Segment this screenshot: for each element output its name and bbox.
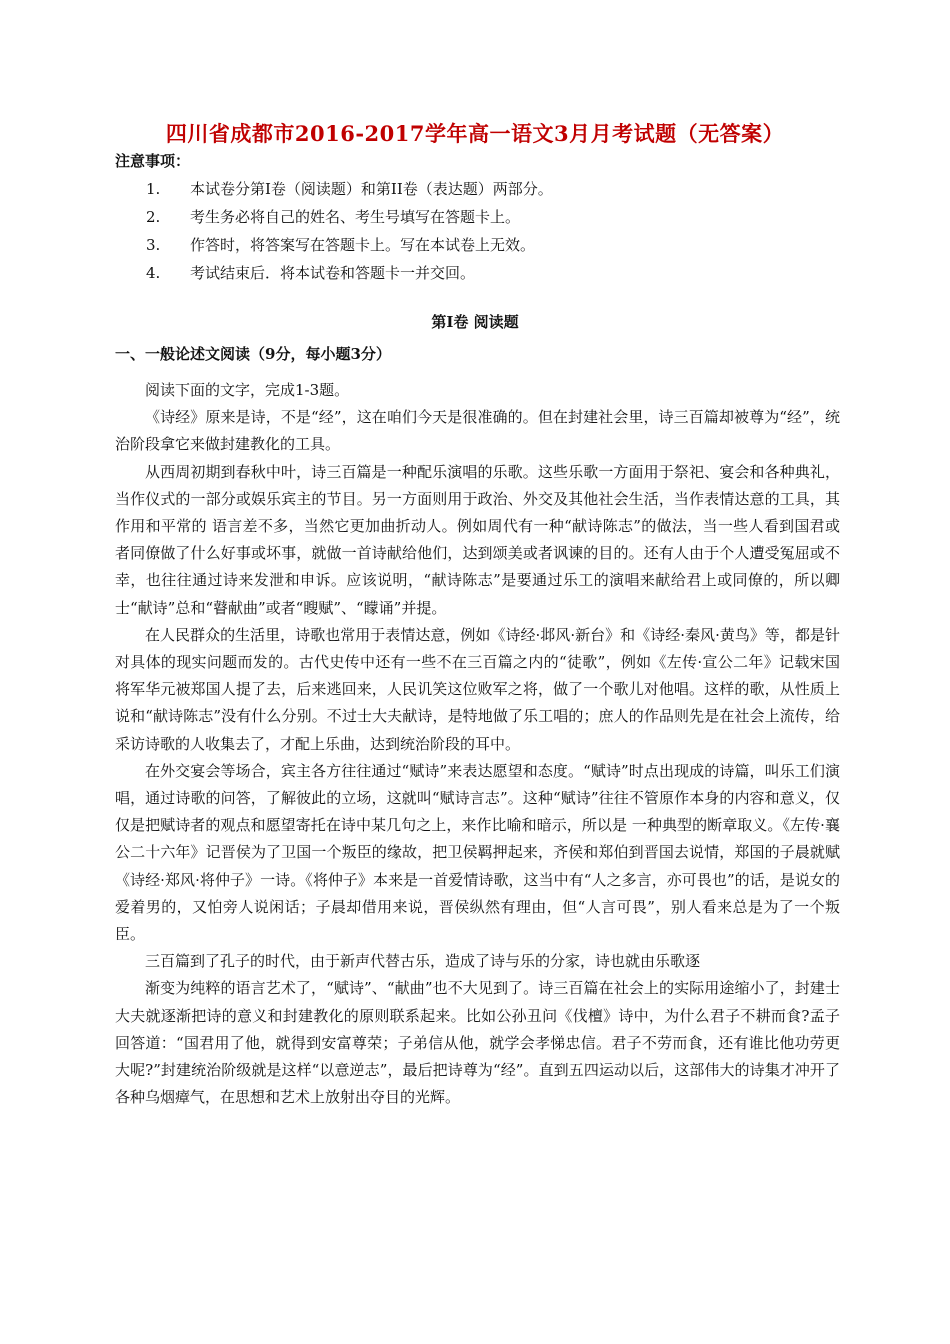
paragraph: 在外交宴会等场合，宾主各方往往通过“赋诗”来表达愿望和态度。“赋诗”时点出现成的诗篇，叫乐工们演唱，通过诗歌的问答，了解彼此的立场，这就叫“赋诗言志”。这种“赋诗”往往不管原作本身的内容和意义，仅仅是把赋诗者的观点和愿望寄托在诗中某几句之上，来作比喻和暗示，所以是 一种典型的断章取义。《左传·襄公二十六年》记晋侯为了卫国一个叛臣的缘故，把卫侯羁押起来，齐侯和郑伯到晋国去说情，郑国的子晨就赋《诗经·郑风·将仲子》一诗。《将仲子》本来是一首爱情诗歌，这当中有“人之多言，亦可畏也”的话，是说女的爱着男的，又怕旁人说闲话；子晨却借用来说，晋侯纵然有理由，但“人言可畏”，别人看来总是为了一个叛臣。 bbox=[115, 761, 840, 944]
notice-item bbox=[0, 259, 950, 287]
notice-item-text: 本试卷分第Ⅰ卷（阅读题）和第II卷（表达题）两部分。 bbox=[190, 180, 553, 198]
paragraph: 三百篇到了孔子的时代，由于新声代替古乐，造成了诗与乐的分家，诗也就由乐歌逐 bbox=[145, 952, 701, 971]
notice-item-number: 4. bbox=[146, 264, 161, 282]
document-title: 四川省成都市2016-2017学年高一语文3月月考试题（无答案） bbox=[165, 121, 785, 146]
notice-item-text: 考试结束后．将本试卷和答题卡一并交回。 bbox=[190, 264, 476, 282]
notice-item bbox=[0, 203, 950, 231]
paragraph: 《诗经》原来是诗，不是“经”，这在咱们今天是很准确的。但在封建社会里，诗三百篇却被尊为“经”，统治阶段拿它来做封建教化的工具。 bbox=[115, 408, 840, 454]
notice-item-text: 考生务必将自己的姓名、考生号填写在答题卡上。 bbox=[190, 208, 521, 226]
notice-heading: 注意事项： bbox=[115, 152, 191, 170]
section-title: 第Ⅰ卷 阅读题 bbox=[431, 313, 519, 331]
paragraph: 阅读下面的文字，完成1-3题。 bbox=[145, 381, 350, 399]
notice-item-text: 作答时，将答案写在答题卡上。写在本试卷上无效。 bbox=[190, 236, 536, 254]
notice-list bbox=[0, 175, 950, 287]
notice-item bbox=[0, 231, 950, 259]
notice-item-number: 1. bbox=[146, 180, 161, 198]
notice-item bbox=[0, 175, 950, 203]
notice-item-number: 3. bbox=[146, 236, 161, 254]
part-heading: 一、一般论述文阅读（9分，每小题3分） bbox=[115, 345, 391, 363]
notice-item-number: 2. bbox=[146, 208, 161, 226]
paragraph: 渐变为纯粹的语言艺术了，“赋诗”、“献曲”也不大见到了。诗三百篇在社会上的实际用途缩小了，封建士大夫就逐渐把诗的意义和封建教化的原则联系起来。比如公孙丑问《伐檀》诗中，为什么君子不耕而食?孟子回答道：“国君用了他，就得到安富尊荣；子弟信从他，就学会孝悌忠信。君子不劳而食，还有谁比他功劳更大呢?”封建统治阶级就是这样“以意逆志”，最后把诗尊为“经”。直到五四运动以后，这部伟大的诗集才冲开了各种乌烟瘴气，在思想和艺术上放射出夺目的光辉。 bbox=[115, 979, 840, 1107]
reading-passage bbox=[115, 377, 840, 1111]
paragraph: 在人民群众的生活里，诗歌也常用于表情达意，例如《诗经·邶风·新台》和《诗经·秦风·黄鸟》等，都是针对具体的现实问题而发的。古代史传中还有一些不在三百篇之内的“徒歌”，例如《左传·宣公二年》记载宋国将军华元被郑国人提了去，后来逃回来，人民讥笑这位败军之将，做了一个歌儿对他唱。这样的歌，从性质上说和“献诗陈志”没有什么分别。不过士大夫献诗，是特地做了乐工唱的；庶人的作品则先是在社会上流传，给采访诗歌的人收集去了，才配上乐曲，达到统治阶段的耳中。 bbox=[115, 625, 840, 753]
paragraph: 从西周初期到春秋中叶，诗三百篇是一种配乐演唱的乐歌。这些乐歌一方面用于祭祀、宴会和各种典礼，当作仪式的一部分或娱乐宾主的节目。另一方面则用于政治、外交及其他社会生活，当作表情达意的工具，其作用和平常的 语言差不多，当然它更加曲折动人。例如周代有一种“献诗陈志”的做法，当一些人看到国君或者同僚做了什么好事或坏事，就做一首诗献给他们，达到颂美或者讽谏的目的。还有人由于个人遭受冤屈或不幸，也往往通过诗来发泄和申诉。应该说明，“献诗陈志”是要通过乐工的演唱来献给君上或同僚的，所以卿士“献诗”总和“瞽献曲”或者“瞍赋”、“矇诵”并提。 bbox=[115, 462, 840, 617]
